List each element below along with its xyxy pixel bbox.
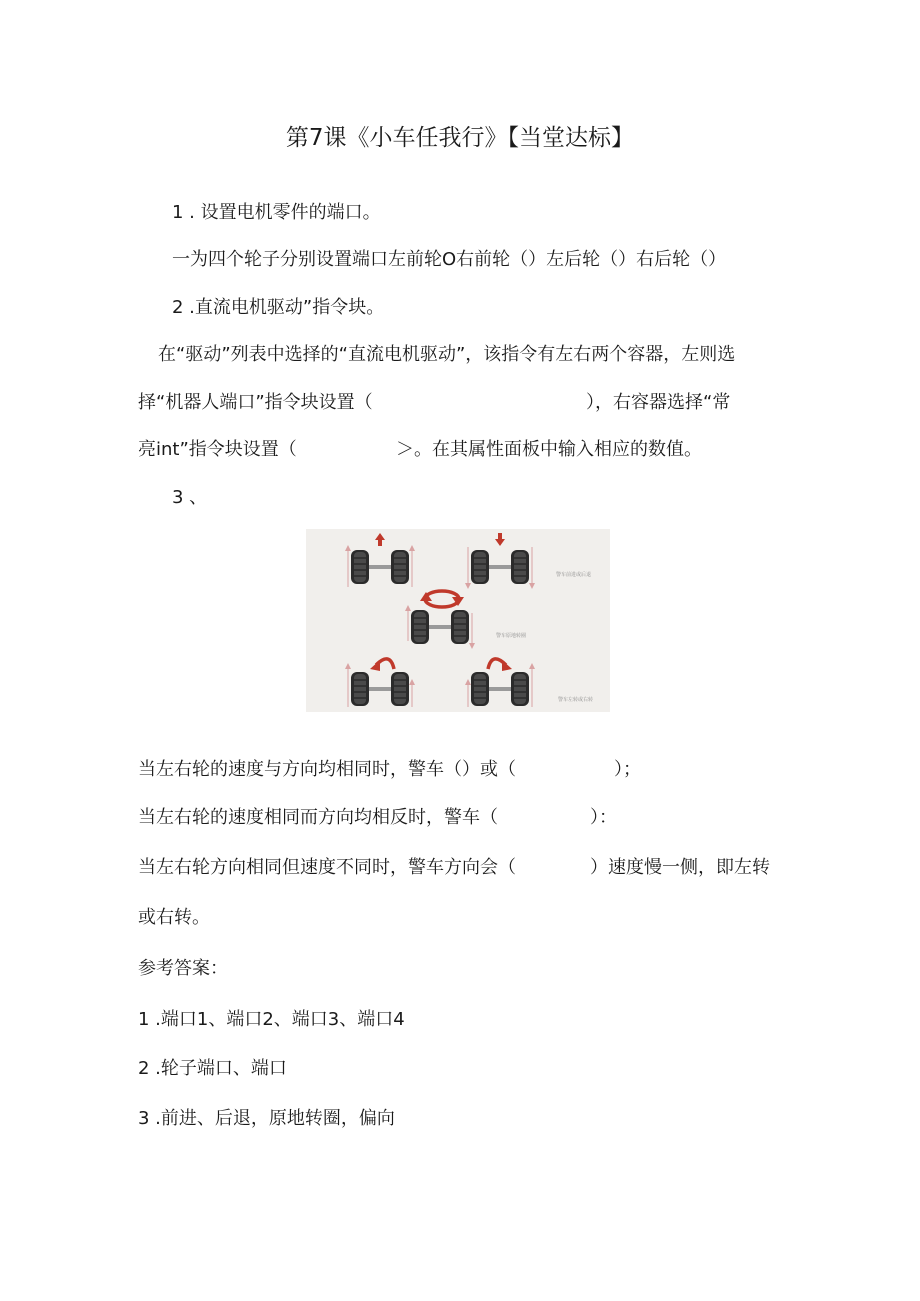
question-2-line-2-end: ），右容器选择“常: [586, 392, 731, 413]
question-3-line-1-end: ）；: [614, 759, 641, 780]
rotate-arrow-icon: [420, 591, 464, 607]
question-2-line-3-end: ＞。在其属性面板中输入相应的数值。: [396, 439, 702, 460]
question-3-line-1-start: 当左右轮的速度与方向均相同时，警车（）或（: [138, 759, 516, 780]
answer-3: 3 .前进、后退，原地转圈，偏向: [138, 1108, 395, 1129]
forward-wheels: [351, 550, 409, 584]
question-3-heading: 3 、: [172, 487, 208, 508]
question-2-heading: 2 .直流电机驱动”指令块。: [172, 297, 385, 318]
curve-arrow-right-icon: [488, 659, 512, 671]
up-arrow-icon: [375, 533, 385, 546]
question-3-line-3-start: 当左右轮方向相同但速度不同时，警车方向会（: [138, 857, 516, 878]
wheel-motion-figure: [306, 529, 610, 712]
down-arrow-icon: [495, 533, 505, 546]
caption-turn: 警车左转或右转: [558, 697, 594, 703]
wheel-motion-diagram: [306, 529, 610, 712]
curve-arrow-left-icon: [370, 659, 394, 671]
caption-forward-backward: 警车前进或后退: [556, 572, 592, 578]
question-1-line: 一为四个轮子分别设置端口左前轮O右前轮（）左后轮（）右后轮（）: [172, 249, 727, 270]
page-title: 第7课《小车任我行》【当堂达标】: [285, 125, 635, 151]
question-3-line-4: 或右转。: [138, 907, 210, 928]
spin-wheels: [411, 610, 469, 644]
answers-heading: 参考答案：: [138, 958, 228, 979]
caption-spin: 警车原地转圈: [496, 633, 527, 639]
question-1-heading: 1 . 设置电机零件的端口。: [172, 202, 381, 223]
turn-left-wheels: [351, 672, 409, 706]
question-3-line-2-start: 当左右轮的速度相同而方向均相反时，警车（: [138, 807, 498, 828]
question-2-line-2-start: 择“机器人端口”指令块设置（: [138, 392, 373, 413]
question-2-line-1: 在“驱动”列表中选择的“直流电机驱动”，该指令有左右两个容器，左则选: [158, 344, 736, 365]
answer-2: 2 .轮子端口、端口: [138, 1058, 287, 1079]
turn-right-wheels: [471, 672, 529, 706]
question-2-line-3-start: 亮int”指令块设置（: [138, 439, 297, 460]
question-3-line-2-end: ）：: [590, 807, 617, 828]
question-3-line-3-end: ）速度慢一侧，即左转: [590, 857, 770, 878]
backward-wheels: [471, 550, 529, 584]
answer-1: 1 .端口1、端口2、端口3、端口4: [138, 1009, 405, 1030]
